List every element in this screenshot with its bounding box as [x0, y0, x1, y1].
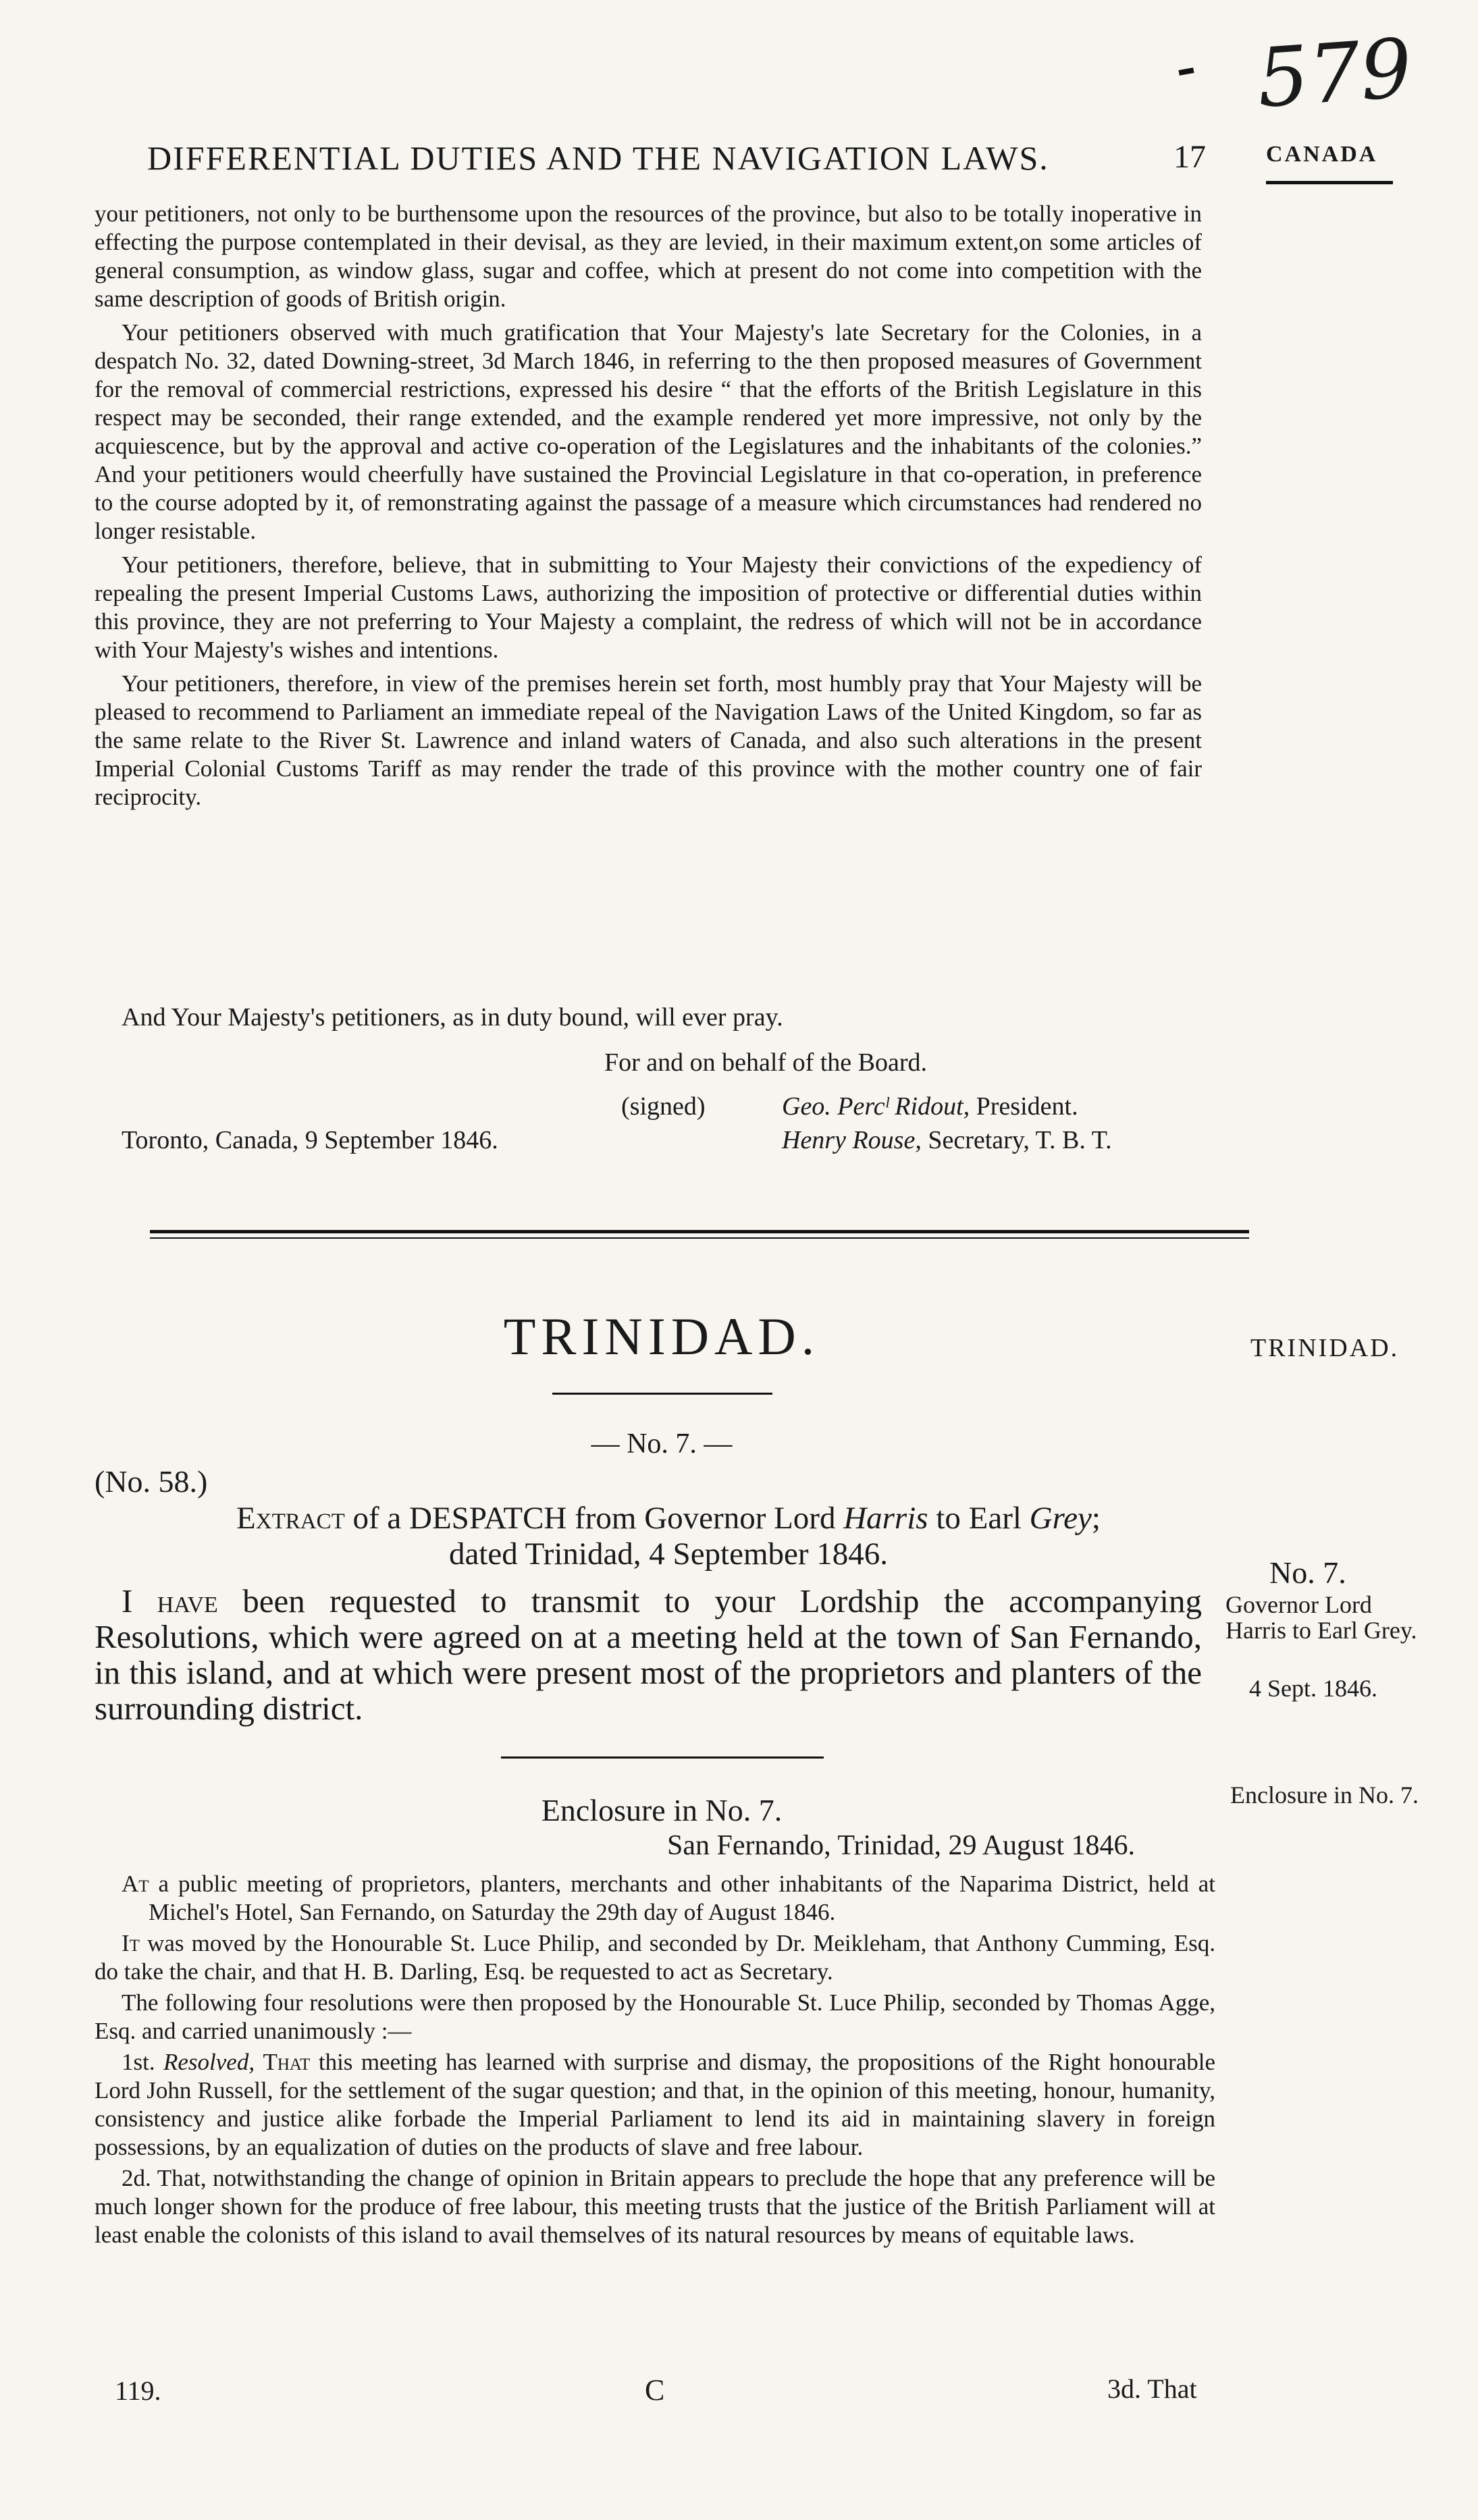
margin-note-date: 4 Sept. 1846.: [1249, 1675, 1378, 1702]
page-number: 17: [1173, 139, 1206, 175]
paragraph: [95, 1929, 1215, 1986]
enclosure-margin-tag: Enclosure in No. 7.: [1230, 1781, 1419, 1808]
president-name: Geo. Percˡ Ridout,: [782, 1092, 970, 1121]
recipient-name: Grey: [1029, 1501, 1092, 1536]
paragraph: your petitioners, not only to be burthensome upon the resources of the province, but also to be totally inoperative in effecting the purpose contemplated in their devisal, as they are levied, in their maximum extent,on some articles of general consumption, as window glass, sugar and coffee, which at present do not come into competition with the same description of goods of British origin.: [95, 200, 1202, 312]
resolved-word: Resolved,: [163, 2049, 255, 2075]
secretary-signature: [782, 1125, 1112, 1155]
on-behalf-line: For and on behalf of the Board.: [604, 1048, 928, 1077]
extract-word: Extract: [236, 1501, 345, 1536]
despatch-dated: dated Trinidad, 4 September 1846.: [448, 1536, 889, 1572]
signed-label: (signed): [621, 1092, 706, 1121]
enclosure-title: Enclosure in No. 7.: [541, 1793, 783, 1827]
footer-catchword: 3d. That: [1107, 2374, 1197, 2404]
resolution-number: 1st.: [122, 2049, 155, 2075]
footer-gathering-letter: C: [645, 2374, 665, 2407]
president-signature: [782, 1092, 1078, 1121]
secretary-title: Secretary, T. B. T.: [928, 1126, 1112, 1154]
president-title: President.: [976, 1092, 1078, 1121]
heading-rule: [552, 1393, 772, 1395]
paragraph: Your petitioners, therefore, in view of the premises herein set forth, most humbly pray that Your Majesty will be pleased to recommend to Parliament an immediate repeal of the Navigation Laws of the United Kingdom, so far as the same relate to the River St. Lawrence and inland waters of Canada, and also such alterations in the present Imperial Colonial Customs Tariff as may render the trade of this province with the mother country one of fair reciprocity.: [95, 670, 1202, 810]
trinidad-heading: TRINIDAD.: [503, 1307, 820, 1366]
enclosure-text: [95, 1870, 1215, 2252]
punctuation: ;: [1091, 1501, 1101, 1536]
paragraph: The following four resolutions were then proposed by the Honourable St. Luce Philip, seconded by Thomas Agge, Esq. and carried unanimously :—: [95, 1989, 1215, 2044]
lead-word: At: [122, 1871, 149, 1897]
resolution-1: [95, 2048, 1215, 2162]
resolution-text: this meeting has learned with surprise and dismay, the propositions of the Right honourable Lord John Russell, for the settlement of the sugar question; and that, in the opinion of this meeting, honour, humanity, consistency and justice alike forbade the Imperial Parliament to lend its aid in maintaining slavery in foreign possessions, by an equalization of duties on the products of slave and free labour.: [95, 2049, 1215, 2160]
despatch-number: (No. 58.): [95, 1464, 208, 1499]
paragraph: [95, 1870, 1215, 1927]
despatch-title-part: to Earl: [936, 1501, 1022, 1536]
sender-name: Harris: [843, 1501, 928, 1536]
despatch-title: [115, 1500, 1222, 1536]
enclosure-date: San Fernando, Trinidad, 29 August 1846.: [667, 1830, 1136, 1861]
handwritten-folio-number: 579: [1254, 22, 1415, 126]
paragraph-text: a public meeting of proprietors, planters, merchants and other inhabitants of the Naparima District, held at Michel's Hotel, San Fernando, on Saturday the 29th day of August 1846.: [149, 1871, 1215, 1925]
that-word: That: [263, 2049, 311, 2075]
lead-word: It: [122, 1930, 140, 1956]
margin-note-from: Governor Lord Harris to Earl Grey.: [1225, 1591, 1417, 1644]
margin-tag-canada: CANADA: [1266, 142, 1378, 167]
despatch-title-part: of a DESPATCH from Governor Lord: [352, 1501, 836, 1536]
section-divider: [150, 1230, 1249, 1233]
enclosure-rule: [501, 1757, 824, 1759]
despatch-body: [95, 1583, 1202, 1726]
body-text: been requested to transmit to your Lordship the accompanying Resolutions, which were agreed on at a meeting held at the town of San Fernando, in this island, and at which were present most of the proprietors and planters of the surrounding district.: [95, 1582, 1202, 1727]
canada-petition-text: [95, 200, 1202, 817]
place-and-date: Toronto, Canada, 9 September 1846.: [122, 1126, 498, 1154]
running-header-title: DIFFERENTIAL DUTIES AND THE NAVIGATION LAWS.: [147, 139, 1049, 177]
lead-words: I have: [122, 1582, 218, 1619]
resolution-2: 2d. That, notwithstanding the change of opinion in Britain appears to preclude the hope that any preference will be much longer shown for the produce of free labour, this meeting trusts that the justice of the British Parliament will at least enable the colonists of this island to avail themselves of its natural resources by means of equitable laws.: [95, 2165, 1215, 2248]
document-number: — No. 7. —: [591, 1428, 733, 1459]
paragraph: Your petitioners observed with much gratification that Your Majesty's late Secretary for the Colonies, in a despatch No. 32, dated Downing-street, 3d March 1846, in referring to the then proposed measures of Government for the removal of commercial restrictions, expressed his desire “ that the efforts of the British Legislature in this respect may be seconded, their range extended, and the example rendered yet more impressive, not only by the acquiescence, but by the approval and active co-operation of the Legislatures and the inhabitants of the colonies.” And your petitioners would cheerfully have sustained the Provincial Legislature in that co-operation, in preference to the course adopted by it, of remonstrating against the passage of a measure which circumstances had rendered no longer resistable.: [95, 319, 1202, 544]
margin-note-number: No. 7.: [1269, 1555, 1346, 1590]
section-divider-thin: [150, 1237, 1249, 1239]
paragraph-text: was moved by the Honourable St. Luce Philip, and seconded by Dr. Meikleham, that Anthony Cumming, Esq. do take the chair, and that H. B. Darling, Esq. be requested to act as Secretary.: [95, 1930, 1215, 1985]
ink-mark: [1178, 68, 1194, 76]
paragraph: Your petitioners, therefore, believe, that in submitting to Your Majesty their convictions of the expediency of repealing the present Imperial Customs Laws, authorizing the imposition of protective or differential duties within this province, they are not preferring to Your Majesty a complaint, the redress of which will not be in accordance with Your Majesty's wishes and intentions.: [95, 552, 1202, 663]
footer-signature-mark: 119.: [115, 2376, 161, 2406]
margin-tag-trinidad: TRINIDAD.: [1250, 1334, 1400, 1362]
closing-prayer: And Your Majesty's petitioners, as in duty bound, will ever pray.: [122, 1003, 783, 1031]
margin-rule: [1266, 181, 1393, 184]
paragraph: [95, 1583, 1202, 1726]
secretary-name: Henry Rouse,: [782, 1126, 922, 1154]
